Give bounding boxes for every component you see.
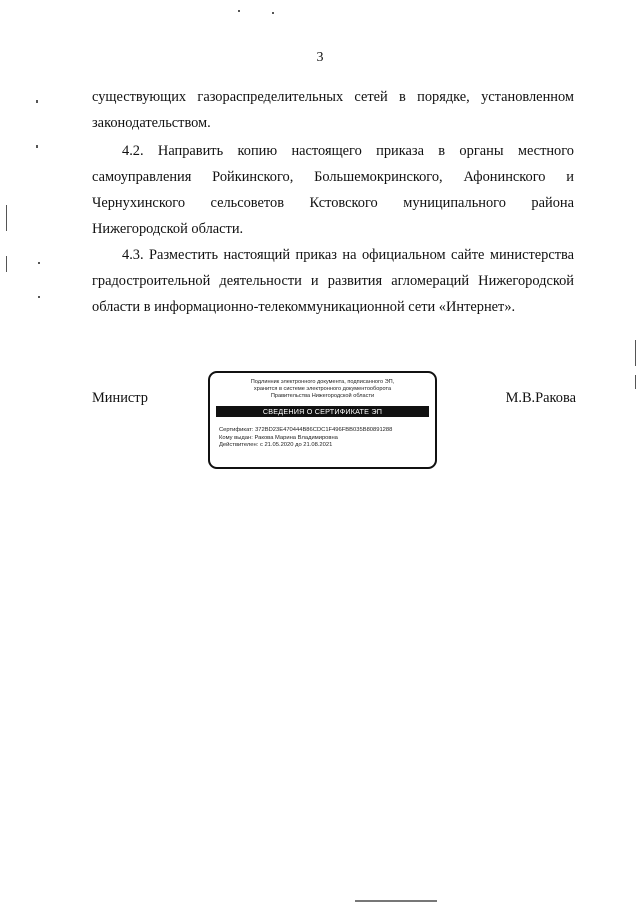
paragraph-line: области в информационно-телекоммуникационной сети «Интернет». xyxy=(92,299,516,315)
signatory-title: Министр xyxy=(92,390,148,406)
scan-margin-line xyxy=(6,205,7,231)
certificate-label: Сертификат: xyxy=(219,427,254,433)
scan-speck xyxy=(38,262,40,264)
paragraph-line: существующих газораспределительных сетей в порядке, установленном xyxy=(92,89,574,105)
e-signature-stamp xyxy=(208,371,437,469)
stamp-header-line: Подлинник электронного документа, подписанного ЭП, xyxy=(250,379,395,385)
scan-speck xyxy=(38,296,40,298)
issued-to-value: Ракова Марина Владимировна xyxy=(254,434,338,441)
paragraph-continuation xyxy=(92,84,574,136)
paragraph-line: самоуправления Ройкинского, Большемокринского, Афонинского и xyxy=(92,169,574,185)
paragraph-line: Чернухинского сельсоветов Кстовского муниципального района xyxy=(92,195,574,211)
certificate-row xyxy=(219,427,435,435)
paragraph-line: Нижегородской области. xyxy=(92,221,244,237)
paragraph-item-4-3 xyxy=(92,242,574,320)
paragraph-line: 4.2. Направить копию настоящего приказа в органы местного xyxy=(122,143,574,159)
validity-value: с 21.05.2020 до 21.08.2021 xyxy=(259,442,333,449)
scan-speck xyxy=(238,10,240,12)
scan-bottom-line xyxy=(355,900,437,902)
stamp-header xyxy=(210,379,435,400)
certificate-value: 372BD23E470444B86CDC1F496FBB035B80891288 xyxy=(255,427,393,433)
page-number: 3 xyxy=(316,50,324,65)
paragraph-line: законодательством. xyxy=(92,115,211,131)
scan-margin-line xyxy=(6,256,7,272)
scan-speck xyxy=(36,100,38,103)
validity-row xyxy=(219,442,435,450)
issued-to-label: Кому выдан: xyxy=(219,434,253,441)
paragraph-line: градостроительной деятельности и развития агломераций Нижегородской xyxy=(92,273,574,289)
paragraph-line: 4.3. Разместить настоящий приказ на официальном сайте министерства xyxy=(122,247,574,263)
paragraph-item-4-2 xyxy=(92,138,574,242)
scan-margin-line xyxy=(635,375,636,389)
stamp-header-line: Правительства Нижегородской области xyxy=(270,393,375,399)
stamp-banner: СВЕДЕНИЯ О СЕРТИФИКАТЕ ЭП xyxy=(216,406,429,417)
signatory-name: М.В.Ракова xyxy=(505,390,576,406)
scan-speck xyxy=(272,12,274,14)
stamp-header-line: хранится в системе электронного документооборота xyxy=(253,386,392,392)
scan-speck xyxy=(36,145,38,148)
scan-margin-line xyxy=(635,340,636,366)
stamp-details xyxy=(219,427,435,450)
validity-label: Действителен: xyxy=(219,442,259,449)
